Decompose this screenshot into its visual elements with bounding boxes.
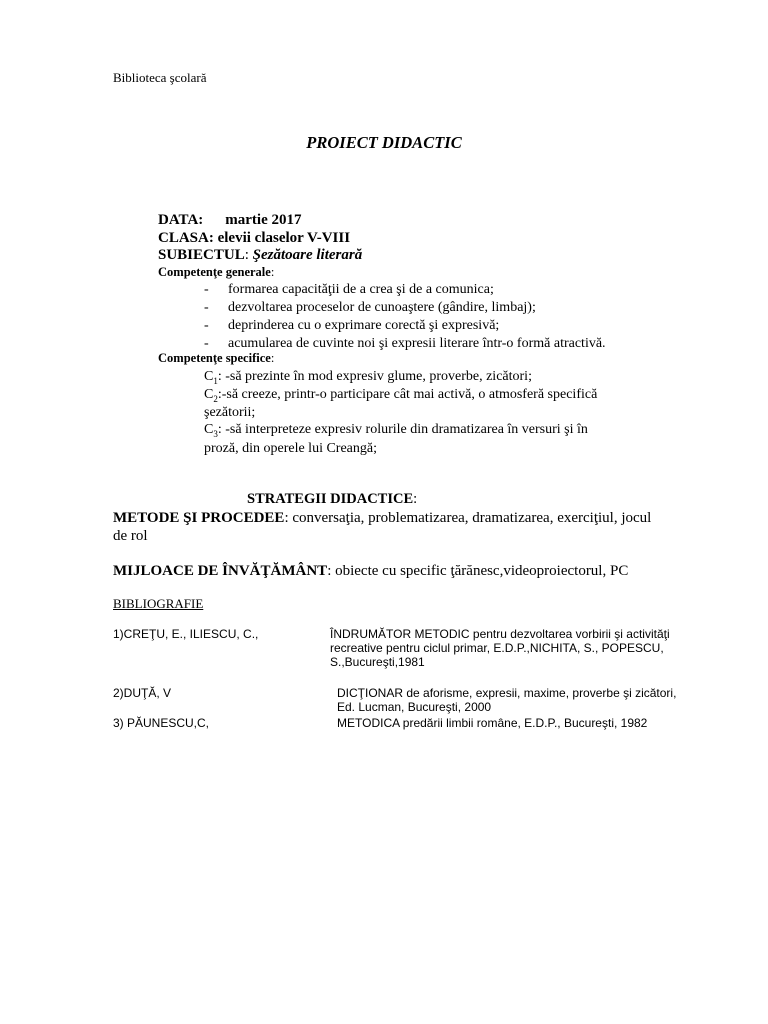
competence-code: C	[204, 369, 214, 384]
metode-line	[113, 510, 651, 527]
competence-c3-continuation	[204, 441, 377, 457]
clasa-label: CLASA:	[158, 230, 214, 246]
page-title: PROIECT DIDACTIC	[306, 133, 462, 152]
subiectul-label: SUBIECTUL	[158, 247, 245, 263]
subiectul-row	[158, 247, 362, 264]
page-header: Biblioteca şcolară	[113, 70, 207, 85]
data-value: martie 2017	[225, 212, 302, 228]
data-label: DATA:	[158, 212, 204, 228]
subiectul-value: Şezătoare literară	[252, 247, 363, 263]
bullet-dash: -	[204, 300, 209, 315]
competente-specifice-heading	[158, 351, 274, 366]
bibliografie-heading: BIBLIOGRAFIE	[113, 596, 204, 611]
competente-generale-heading	[158, 265, 274, 280]
competence-index: 1	[213, 375, 218, 386]
bib-desc-2: DICŢIONAR de aforisme, expresii, maxime, proverbe şi zicători, Ed. Lucman, Bucureşti, 2000	[337, 686, 677, 714]
strategii-heading	[247, 491, 417, 508]
strategii-label: STRATEGII DIDACTICE	[247, 491, 414, 507]
strategii-colon: :	[413, 491, 418, 507]
mijloace-label: MIJLOACE DE ÎNVĂŢĂMÂNT	[113, 563, 328, 579]
competente-specifice-colon: :	[270, 351, 275, 365]
competence-text: proză, din operele lui Creangă;	[204, 441, 377, 456]
bib-author-1: 1)CREŢU, E., ILIESCU, C.,	[113, 627, 259, 641]
list-item: acumularea de cuvinte noi şi expresii literare într-o formă atractivă.	[228, 336, 606, 351]
bib-desc-1: ÎNDRUMĂTOR METODIC pentru dezvoltarea vorbirii şi activităţi recreative pentru ciclul primar, E.D.P.,NICHITA, S., POPESCU, S.,Bucureşti,1981	[330, 627, 670, 669]
list-item: dezvoltarea proceselor de cunoaştere (gândire, limbaj);	[228, 300, 536, 315]
competence-c3	[204, 422, 588, 439]
competence-text: :-să creeze, printr-o participare cât mai activă, o atmosferă specifică	[217, 387, 598, 402]
competente-generale-colon: :	[270, 265, 275, 279]
metode-line-continuation: de rol	[113, 528, 148, 544]
competence-c2	[204, 387, 597, 404]
subiectul-sep: :	[244, 247, 249, 263]
mijloace-line	[113, 563, 628, 580]
list-item: formarea capacităţii de a crea şi de a comunica;	[228, 282, 494, 297]
competence-index: 3	[213, 428, 218, 439]
competence-c1	[204, 369, 532, 386]
competence-text: : -să prezinte în mod expresiv glume, proverbe, zicători;	[217, 369, 532, 384]
bullet-dash: -	[204, 282, 209, 297]
competente-generale-label: Competenţe generale	[158, 265, 271, 279]
competence-text: şezătorii;	[204, 405, 256, 420]
competence-code: C	[204, 422, 214, 437]
data-row	[158, 212, 302, 229]
competence-code: C	[204, 387, 214, 402]
list-item: deprinderea cu o exprimare corectă şi expresivă;	[228, 318, 500, 333]
metode-text: : conversaţia, problematizarea, dramatizarea, exerciţiul, jocul	[284, 510, 652, 526]
competente-specifice-label: Competenţe specifice	[158, 351, 271, 365]
competence-c2-continuation	[204, 405, 255, 421]
bullet-dash: -	[204, 336, 209, 351]
metode-label: METODE ŞI PROCEDEE	[113, 510, 285, 526]
bib-author-2: 2)DUŢĂ, V	[113, 686, 172, 700]
bib-author-3: 3) PĂUNESCU,C,	[113, 716, 210, 730]
clasa-value: elevii claselor V-VIII	[217, 230, 351, 246]
clasa-row	[158, 230, 350, 247]
bib-desc-3: METODICA predării limbii române, E.D.P., Bucureşti, 1982	[337, 716, 648, 730]
competence-index: 2	[213, 393, 218, 404]
mijloace-text: : obiecte cu specific ţărănesc,videoproiectorul, PC	[327, 563, 629, 579]
bullet-dash: -	[204, 318, 209, 333]
competence-text: : -să interpreteze expresiv rolurile din dramatizarea în versuri şi în	[217, 422, 588, 437]
